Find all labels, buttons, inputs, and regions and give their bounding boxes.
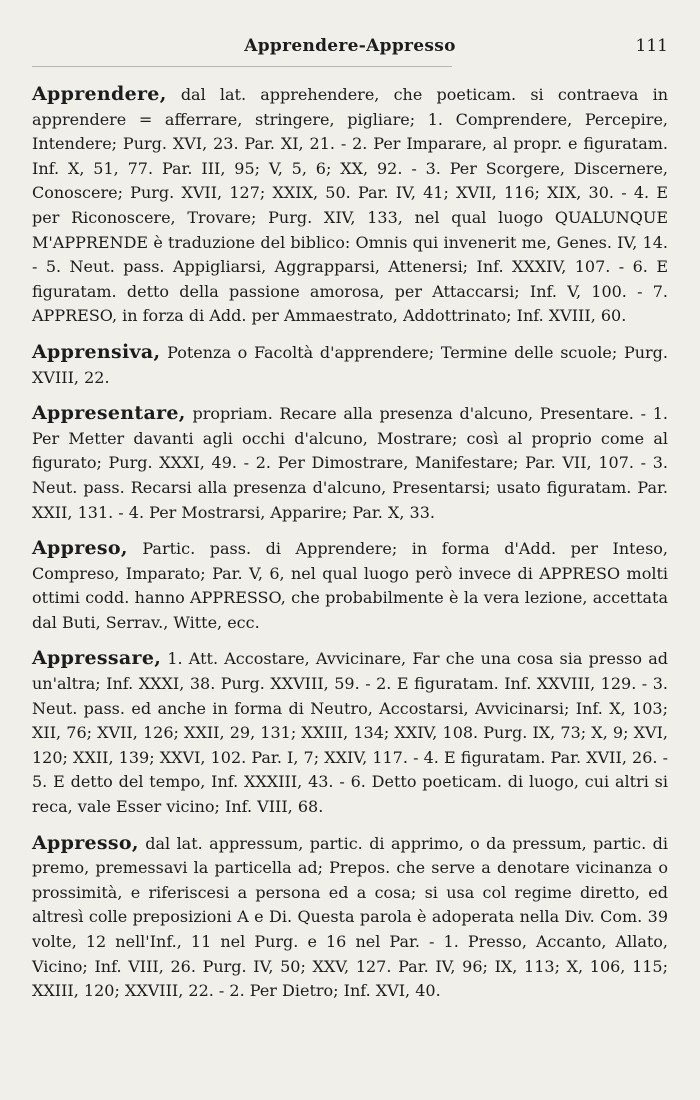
entry-appresentare [32,401,668,525]
headword: Apprendere, [32,83,167,105]
headword: Appresso, [32,831,139,854]
entry-text: Partic. pass. di Apprendere; in forma d'Add. per Inteso, Compreso, Imparato; Par. V, 6, nel qual luogo però invece di APPRESO molti ottimi codd. hanno APPRESSO, che probabilmente è la vera lezione, accettata dal Buti, Serrav., Witte, ecc. [32,539,668,632]
entry-text: dal lat. appressum, partic. di apprimo, o da pressum, partic. di premo, premessavi la particella ad; Prepos. che serve a denotare vicinanza o prossimità, e riferiscesi a persona ed a cosa; si usa col regime diretto, ed altresì colle preposizioni A e Di. Questa parola è adoperata nella Div. Com. 39 volte, 12 nell'Inf., 11 nel Purg. e 16 nel Par. - 1. Presso, Accanto, Allato, Vicino; Inf. VIII, 26. Purg. IV, 50; XXV, 127. Par. IV, 96; IX, 113; X, 106, 115; XXIII, 120; XXVIII, 22. - 2. Per Dietro; Inf. XVI, 40. [32,833,668,1001]
headword: Appreso, [32,537,128,560]
headword: Apprensiva, [32,340,161,363]
entry-appresso [32,831,668,1004]
entry-apprendere [32,82,668,329]
entry-text: dal lat. apprehendere, che poeticam. si contraeva in apprendere = afferrare, stringere, pigliare; 1. Comprendere, Percepire, Intendere; Purg. XVI, 23. Par. XI, 21. - 2. Per Imparare, al propr. e figuratam. Inf. X, 51, 77. Par. III, 95; V, 5, 6; XX, 92. - 3. Per Scorgere, Discernere, Conoscere; Purg. XVII, 127; XXIX, 50. Par. IV, 41; XVII, 116; XIX, 30. - 4. E per Riconoscere, Trovare; Purg. XIV, 133, nel qual luogo QUALUNQUE M'APPRENDE è traduzione del biblico: Omnis qui invenerit me, Genes. IV, 14. - 5. Neut. pass. Appigliarsi, Aggrapparsi, Attenersi; Inf. XXXIV, 107. - 6. E figuratam. detto della passione amorosa, per Attaccarsi; Inf. V, 100. - 7. APPRESO, in forza di Add. per Ammaestrato, Addottrinato; Inf. XVIII, 60. [32,85,668,326]
running-head [32,0,668,62]
page-number: 111 [635,36,668,56]
header-rule [32,66,452,67]
headword: Appresentare, [32,402,186,425]
headword: Appressare, [32,647,162,670]
entry-text: propriam. Recare alla presenza d'alcuno, Presentare. - 1. Per Metter davanti agli occhi d'alcuno, Mostrare; così al proprio come al figurato; Purg. XXXI, 49. - 2. Per Dimostrare, Manifestare; Par. VII, 107. - 3. Neut. pass. Recarsi alla presenza d'alcuno, Presentarsi; usato figuratam. Par. XXII, 131. - 4. Per Mostrarsi, Apparire; Par. X, 33. [32,404,669,522]
running-head-title: Apprendere-Appresso [244,36,456,56]
entry-text: 1. Att. Accostare, Avvicinare, Far che una cosa sia presso ad un'altra; Inf. XXXI, 38. Purg. XXVIII, 59. - 2. E figuratam. Inf. XXVIII, 129. - 3. Neut. pass. ed anche in forma di Neutro, Accostarsi, Avvicinarsi; Inf. X, 103; XII, 76; XVII, 126; XXII, 29, 131; XXIII, 134; XXIV, 108. Purg. IX, 73; X, 9; XVI, 120; XXII, 139; XXVI, 102. Par. I, 7; XXIV, 117. - 4. E figuratam. Par. XVII, 26. - 5. E detto del tempo, Inf. XXXIII, 43. - 6. Detto poeticam. di luogo, cui altri si reca, vale Esser vicino; Inf. VIII, 68. [32,649,668,817]
entry-apprensiva [32,340,668,390]
entry-text: Potenza o Facoltà d'apprendere; Termine delle scuole; Purg. XVIII, 22. [32,342,668,387]
entries [32,82,668,1015]
entry-appreso [32,536,668,635]
entry-appressare [32,646,668,819]
